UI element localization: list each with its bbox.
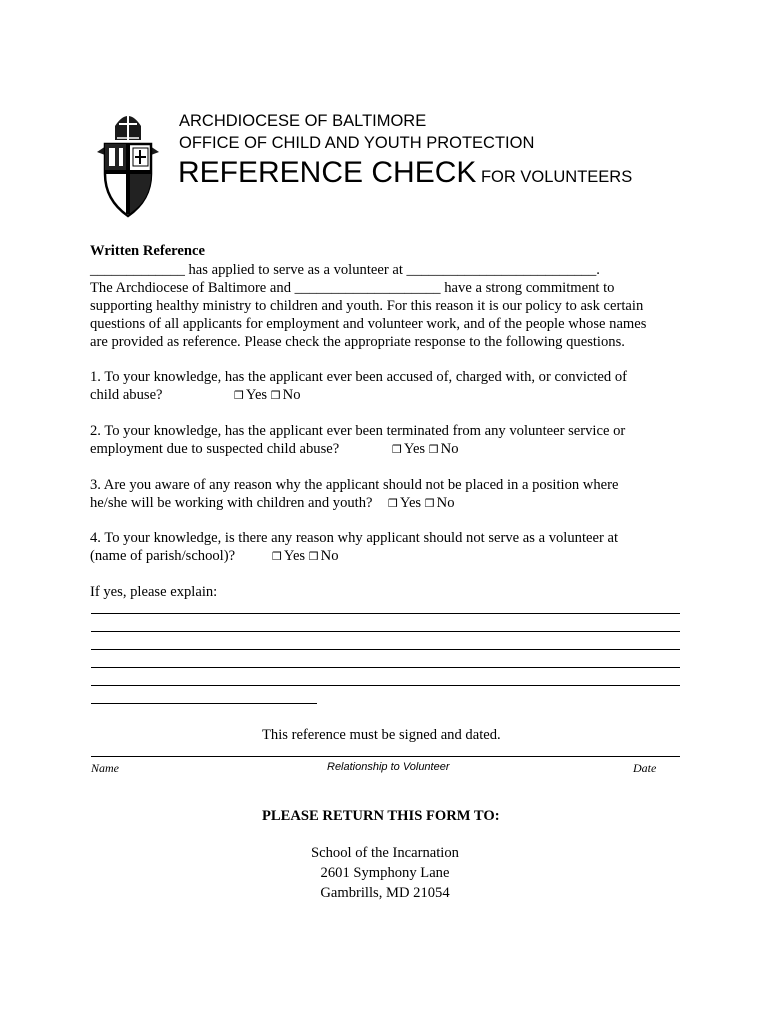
explain-label: If yes, please explain: (90, 584, 218, 600)
question-2-options (392, 440, 459, 459)
title-suffix: FOR VOLUNTEERS (476, 168, 633, 186)
return-address-line-3: Gambrills, MD 21054 (320, 885, 450, 901)
header-office: OFFICE OF CHILD AND YOUTH PROTECTION (179, 134, 535, 152)
signature-label-relationship: Relationship to Volunteer (327, 761, 450, 773)
checkbox-icon[interactable]: ❒ (308, 550, 319, 563)
written-reference-line-5: are provided as reference. Please check the appropriate response to the following questions. (90, 334, 625, 350)
explain-line-3[interactable] (91, 649, 680, 650)
question-3-options (388, 494, 455, 513)
page-title (178, 158, 632, 188)
q4-no-option[interactable] (309, 547, 339, 566)
q3-no-option[interactable] (425, 494, 455, 513)
return-heading: PLEASE RETURN THIS FORM TO: (262, 808, 500, 824)
question-4-options (272, 547, 339, 566)
title-main: REFERENCE CHECK (178, 156, 477, 189)
no-label: No (440, 441, 459, 457)
line2-b: have a strong commitment to (440, 280, 615, 296)
question-2-line-2: employment due to suspected child abuse? (90, 441, 340, 457)
checkbox-icon[interactable]: ❒ (428, 443, 439, 456)
written-reference-line-3: supporting healthy ministry to children and youth. For this reason it is our policy to ask certain (90, 298, 644, 314)
signature-label-name: Name (91, 761, 119, 775)
explain-line-4[interactable] (91, 667, 680, 668)
sign-note: This reference must be signed and dated. (262, 727, 501, 743)
checkbox-icon[interactable]: ❒ (388, 497, 398, 510)
signature-line[interactable] (91, 756, 680, 757)
line2-a: The Archdiocese of Baltimore and (90, 280, 295, 296)
return-address-line-2: 2601 Symphony Lane (320, 865, 450, 881)
written-reference-line-4: questions of all applicants for employment and volunteer work, and of the people whose names (90, 316, 647, 332)
no-label: No (282, 387, 301, 403)
return-address-line-1: School of the Incarnation (311, 845, 459, 861)
checkbox-icon[interactable]: ❒ (272, 550, 282, 563)
organization-blank[interactable]: ____________________ (294, 280, 441, 296)
written-reference-line-1 (90, 261, 600, 279)
question-4-line-1: 4. To your knowledge, is there any reason why applicant should not serve as a volunteer at (90, 530, 618, 546)
yes-label: Yes (399, 495, 422, 511)
yes-label: Yes (403, 441, 426, 457)
archdiocese-shield-icon (93, 108, 163, 220)
line1-text: has applied to serve as a volunteer at (184, 262, 407, 278)
q3-yes-option[interactable] (388, 494, 421, 513)
checkbox-icon[interactable]: ❒ (270, 389, 281, 402)
checkbox-icon[interactable]: ❒ (234, 389, 244, 402)
question-1-options (234, 386, 301, 405)
q4-yes-option[interactable] (272, 547, 305, 566)
header-archdiocese: ARCHDIOCESE OF BALTIMORE (179, 112, 427, 130)
q2-yes-option[interactable] (392, 440, 425, 459)
signature-label-date: Date (633, 761, 657, 775)
q1-yes-option[interactable] (234, 386, 267, 405)
no-label: No (320, 548, 339, 564)
yes-label: Yes (245, 387, 268, 403)
explain-line-1[interactable] (91, 613, 680, 614)
q1-no-option[interactable] (271, 386, 301, 405)
parish-blank[interactable]: __________________________ (406, 262, 597, 278)
return-address (285, 843, 485, 903)
question-2-line-1: 2. To your knowledge, has the applicant ever been terminated from any volunteer service or (90, 423, 626, 439)
checkbox-icon[interactable]: ❒ (392, 443, 402, 456)
question-3-line-1: 3. Are you aware of any reason why the applicant should not be placed in a position where (90, 477, 619, 493)
explain-line-2[interactable] (91, 631, 680, 632)
checkbox-icon[interactable]: ❒ (424, 497, 435, 510)
q2-no-option[interactable] (429, 440, 459, 459)
applicant-name-blank[interactable]: _____________ (90, 262, 185, 278)
section-heading-written-reference: Written Reference (90, 243, 205, 259)
question-1-line-1: 1. To your knowledge, has the applicant ever been accused of, charged with, or convicted of (90, 369, 628, 385)
question-4-line-2: (name of parish/school)? (90, 548, 236, 564)
question-3-line-2: he/she will be working with children and youth? (90, 495, 373, 511)
explain-line-6[interactable] (91, 703, 317, 704)
explain-line-5[interactable] (91, 685, 680, 686)
yes-label: Yes (283, 548, 306, 564)
line1-end: . (596, 262, 600, 278)
written-reference-line-2 (90, 279, 614, 297)
no-label: No (436, 495, 455, 511)
question-1-line-2: child abuse? (90, 387, 163, 403)
